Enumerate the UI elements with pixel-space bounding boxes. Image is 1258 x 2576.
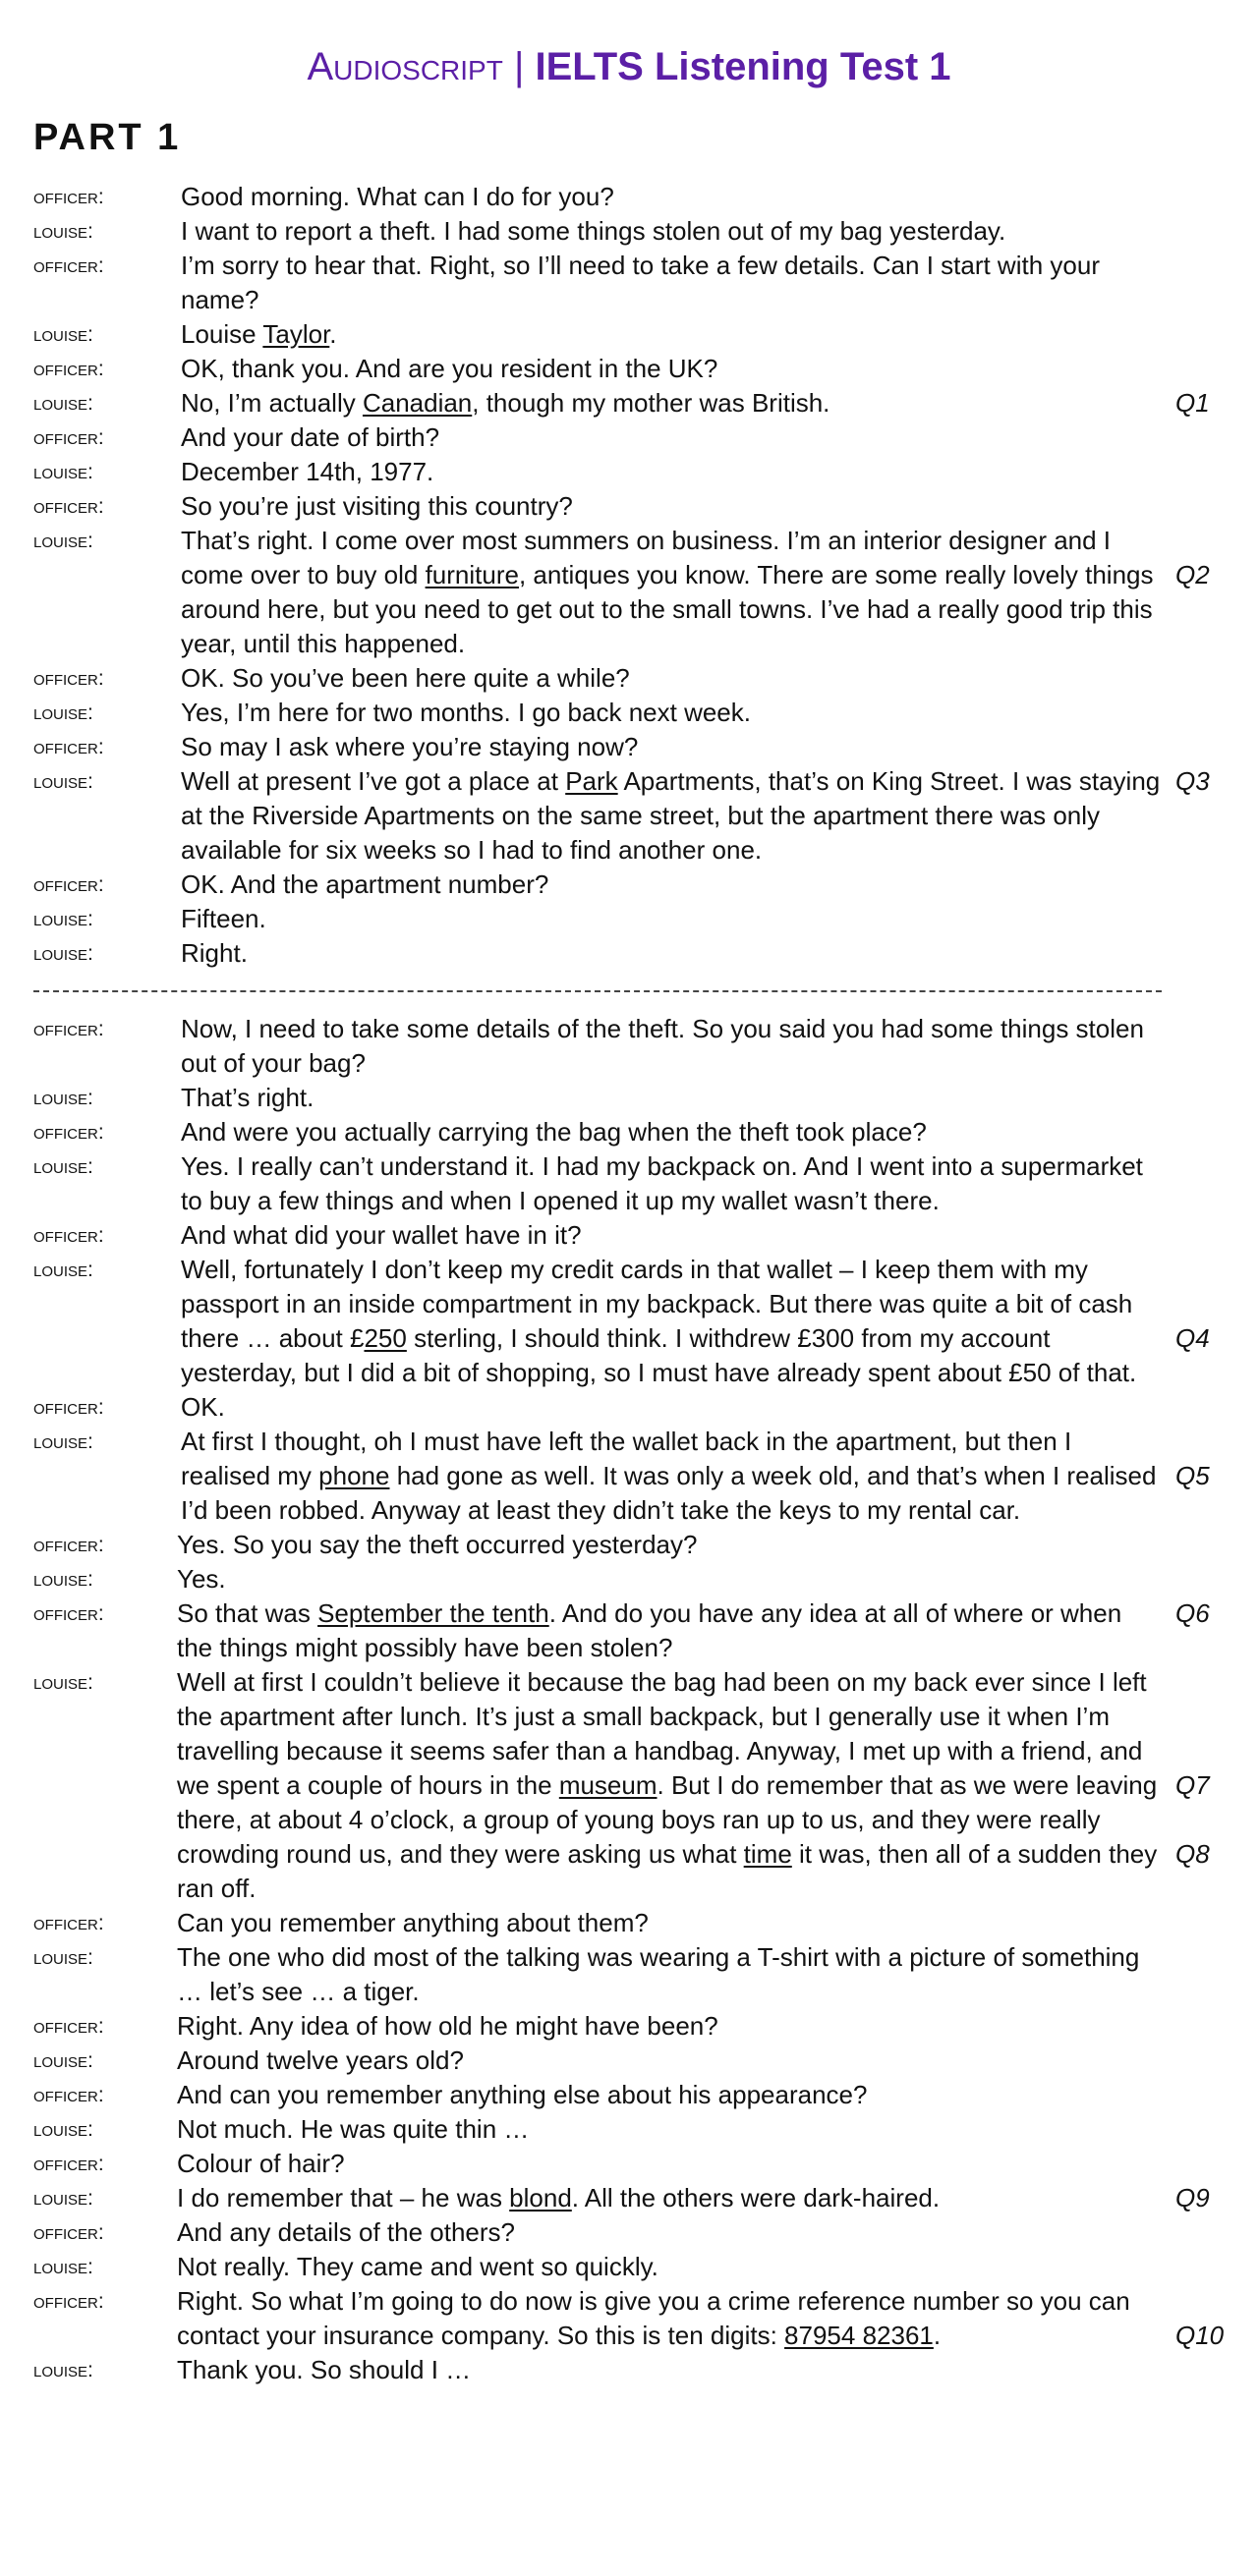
dialogue-text	[177, 2181, 1160, 2215]
text-segment: . And do you have any idea at all of where or when the things might possibly have been stolen?	[177, 1598, 1122, 1662]
dialogue-text	[181, 386, 1164, 420]
answer-keyword: 250	[364, 1323, 407, 1353]
dialogue-text	[181, 1081, 1164, 1115]
text-segment: it was, then all of a sudden they ran off.	[177, 1839, 1158, 1903]
speaker-label: louise:	[33, 2118, 93, 2141]
question-marker: Q1	[1175, 388, 1210, 418]
dialogue-text	[177, 1940, 1160, 2009]
dialogue-line	[0, 2078, 1258, 2112]
dialogue-line	[0, 2181, 1258, 2215]
question-marker: Q3	[1175, 766, 1210, 796]
dialogue-line	[0, 2147, 1258, 2181]
speaker-label: louise:	[33, 1946, 93, 1969]
dialogue-text	[181, 1425, 1164, 1528]
text-segment: No, I’m actually	[181, 388, 363, 418]
answer-keyword: phone	[318, 1461, 390, 1490]
dialogue-line	[0, 249, 1258, 317]
question-marker: Q10	[1175, 2321, 1225, 2350]
text-segment: . All the others were dark-haired.	[571, 2183, 941, 2212]
text-segment: Fifteen.	[181, 904, 266, 933]
speaker-label: louise:	[33, 2359, 93, 2381]
dialogue-line	[0, 420, 1258, 455]
text-segment: That’s right. I come over most summers on business. I’m an interior designer and I come over to buy old	[181, 526, 1112, 589]
text-segment: Well at present I’ve got a place at	[181, 766, 566, 796]
text-segment: I want to report a theft. I had some things stolen out of my bag yesterday.	[181, 216, 1006, 246]
text-segment: Apartments, that’s on King Street. I was staying at the Riverside Apartments on the same street, but the apartment there was only available for six weeks so I had to find another one.	[181, 766, 1161, 865]
text-segment: That’s right.	[181, 1083, 314, 1112]
dialogue-text	[181, 352, 1164, 386]
text-segment: I do remember that – he was	[177, 2183, 510, 2212]
dialogue-line	[0, 317, 1258, 352]
speaker-label: louise:	[33, 530, 93, 552]
text-segment: Not really. They came and went so quickly.	[177, 2252, 658, 2281]
dialogue-text	[181, 1218, 1164, 1253]
speaker-label: louise:	[33, 908, 93, 930]
answer-keyword: 87954 82361	[784, 2321, 934, 2350]
dialogue-line	[0, 2112, 1258, 2147]
dialogue-text	[177, 2009, 1160, 2044]
text-segment: . But I do remember that as we were leaving there, at about 4 o’clock, a group of young boys ran up to us, and they were really crowding round us, and they were asking us what	[177, 1770, 1158, 1869]
dialogue-text	[181, 524, 1164, 661]
dialogue-line	[0, 214, 1258, 249]
question-marker: Q8	[1175, 1839, 1210, 1869]
text-segment: Right.	[181, 938, 248, 968]
dialogue-text	[181, 661, 1164, 696]
dialogue-line	[0, 730, 1258, 764]
question-marker: Q7	[1175, 1770, 1210, 1800]
speaker-label: officer:	[33, 254, 104, 277]
speaker-label: officer:	[33, 1396, 104, 1419]
text-segment: OK. And the apartment number?	[181, 869, 549, 899]
dialogue-text	[181, 420, 1164, 455]
speaker-label: officer:	[33, 1224, 104, 1247]
dialogue-text	[181, 249, 1164, 317]
dialogue-text	[177, 2284, 1160, 2353]
dialogue-line	[0, 902, 1258, 936]
text-segment: And were you actually carrying the bag when the theft took place?	[181, 1117, 927, 1147]
text-segment: December 14th, 1977.	[181, 457, 434, 486]
dialogue-line	[0, 1012, 1258, 1081]
title-main: IELTS Listening Test 1	[535, 45, 951, 88]
speaker-label: louise:	[33, 2187, 93, 2210]
speaker-label: louise:	[33, 392, 93, 415]
text-segment: Yes. I really can’t understand it. I had my backpack on. And I went into a supermarket to buy a few things and when I opened it up my wallet wasn’t there.	[181, 1151, 1143, 1215]
speaker-label: louise:	[33, 701, 93, 724]
speaker-label: officer:	[33, 2290, 104, 2313]
speaker-label: louise:	[33, 1568, 93, 1591]
dialogue-line	[0, 1528, 1258, 1562]
speaker-label: louise:	[33, 2049, 93, 2072]
text-segment: Now, I need to take some details of the theft. So you said you had some things stolen out of your bag?	[181, 1014, 1144, 1078]
dialogue-text	[177, 2215, 1160, 2250]
dialogue-line	[0, 1596, 1258, 1665]
dialogue-line	[0, 1425, 1258, 1528]
speaker-label: officer:	[33, 358, 104, 380]
text-segment: Yes.	[177, 1564, 226, 1594]
answer-keyword: museum	[558, 1770, 658, 1800]
text-segment: Right. So what I’m going to do now is give you a crime reference number so you can contact your insurance company. So this is ten digits:	[177, 2286, 1130, 2350]
text-segment: The one who did most of the talking was wearing a T-shirt with a picture of something … let’s see … a tiger.	[177, 1942, 1140, 2006]
dialogue-line	[0, 1665, 1258, 1906]
speaker-label: louise:	[33, 1430, 93, 1453]
text-segment: Right. Any idea of how old he might have been?	[177, 2011, 718, 2041]
dialogue-line	[0, 1115, 1258, 1149]
text-segment: And any details of the others?	[177, 2217, 516, 2247]
dialogue-line	[0, 2009, 1258, 2044]
answer-keyword: Taylor	[262, 319, 330, 349]
dialogue-line	[0, 1940, 1258, 2009]
dialogue-line	[0, 2215, 1258, 2250]
dialogue-text	[177, 1528, 1160, 1562]
title-prefix: Audioscript	[307, 45, 503, 88]
speaker-label: louise:	[33, 770, 93, 793]
text-segment: Well at first I couldn’t believe it because the bag had been on my back ever since I left the apartment after lunch. It’s just a small backpack, but I generally use it when I’m travelling because it seems safer than a handbag. Anyway, I met up with a friend, and we spent a couple of hours in the	[177, 1667, 1147, 1800]
speaker-label: louise:	[33, 1087, 93, 1109]
speaker-label: officer:	[33, 2153, 104, 2175]
dialogue-text	[177, 2250, 1160, 2284]
text-segment: Around twelve years old?	[177, 2045, 464, 2075]
dialogue-line	[0, 489, 1258, 524]
text-segment: Well, fortunately I don’t keep my credit cards in that wallet – I keep them with my passport in an inside compartment in my backpack. But there was quite a bit of cash there … about £	[181, 1255, 1133, 1353]
dialogue-text	[177, 1562, 1160, 1596]
speaker-label: officer:	[33, 873, 104, 896]
text-segment: Can you remember anything about them?	[177, 1908, 649, 1937]
dialogue-text	[181, 936, 1164, 971]
dialogue-line	[0, 2353, 1258, 2387]
dialogue-text	[181, 455, 1164, 489]
text-segment: OK, thank you. And are you resident in the UK?	[181, 354, 718, 383]
dialogue-text	[181, 764, 1164, 868]
text-segment: Yes, I’m here for two months. I go back next week.	[181, 698, 751, 727]
dialogue-line	[0, 180, 1258, 214]
text-segment: Not much. He was quite thin …	[177, 2114, 530, 2144]
answer-keyword: Canadian	[362, 388, 473, 418]
dialogue-line	[0, 936, 1258, 971]
speaker-label: officer:	[33, 1534, 104, 1556]
dialogue-text	[181, 1115, 1164, 1149]
dialogue-text	[181, 730, 1164, 764]
dialogue-line	[0, 2284, 1258, 2353]
text-segment: And can you remember anything else about his appearance?	[177, 2080, 868, 2109]
dialogue-line	[0, 1218, 1258, 1253]
answer-keyword: September the tenth	[317, 1598, 549, 1628]
dialogue-text	[177, 2078, 1160, 2112]
speaker-label: officer:	[33, 667, 104, 690]
question-marker: Q2	[1175, 560, 1210, 589]
text-segment: At first I thought, oh I must have left the wallet back in the apartment, but then I realised my	[181, 1427, 1072, 1490]
dialogue-text	[177, 2147, 1160, 2181]
dialogue-line	[0, 696, 1258, 730]
answer-keyword: Park	[565, 766, 618, 796]
text-segment: So you’re just visiting this country?	[181, 491, 573, 521]
answer-keyword: time	[743, 1839, 792, 1869]
speaker-label: officer:	[33, 736, 104, 758]
speaker-label: louise:	[33, 323, 93, 346]
text-segment: Louise	[181, 319, 263, 349]
dialogue-text	[177, 1596, 1160, 1665]
title-separator: |	[513, 45, 525, 88]
dialogue-text	[177, 1906, 1160, 1940]
speaker-label: louise:	[33, 2256, 93, 2278]
speaker-label: louise:	[33, 220, 93, 243]
text-segment: Thank you. So should I …	[177, 2355, 472, 2384]
dialogue-line	[0, 1081, 1258, 1115]
text-segment: I’m sorry to hear that. Right, so I’ll need to take a few details. Can I start with your name?	[181, 251, 1100, 314]
speaker-label: officer:	[33, 186, 104, 208]
text-segment: sterling, I should think. I withdrew £300 from my account yesterday, but I did a bit of shopping, so I must have already spent about £50 of that.	[181, 1323, 1137, 1387]
text-segment: And what did your wallet have in it?	[181, 1220, 582, 1250]
text-segment: OK. So you’ve been here quite a while?	[181, 663, 630, 693]
text-segment: Good morning. What can I do for you?	[181, 182, 614, 211]
dialogue-text	[177, 2112, 1160, 2147]
dialogue-line	[0, 352, 1258, 386]
page-title	[0, 39, 1258, 94]
speaker-label: louise:	[33, 1259, 93, 1281]
speaker-label: officer:	[33, 1602, 104, 1625]
dialogue-line	[0, 764, 1258, 868]
dialogue-text	[181, 696, 1164, 730]
dialogue-text	[181, 214, 1164, 249]
speaker-label: officer:	[33, 2221, 104, 2244]
dialogue-line	[0, 455, 1258, 489]
speaker-label: louise:	[33, 942, 93, 965]
dialogue-line	[0, 1906, 1258, 1940]
dialogue-line	[0, 1562, 1258, 1596]
text-segment: So that was	[177, 1598, 318, 1628]
question-marker: Q5	[1175, 1461, 1210, 1490]
text-segment: had gone as well. It was only a week old, and that’s when I realised I’d been robbed. Anyway at least they didn’t take the keys to my rental car.	[181, 1461, 1157, 1525]
dialogue-line	[0, 1149, 1258, 1218]
dialogue-text	[181, 1253, 1164, 1390]
answer-keyword: blond	[509, 2183, 572, 2212]
dialogue-text	[181, 180, 1164, 214]
dialogue-text	[177, 2044, 1160, 2078]
dialogue-text	[177, 2353, 1160, 2387]
dialogue-text	[181, 1149, 1164, 1218]
text-segment: Colour of hair?	[177, 2149, 345, 2178]
speaker-label: officer:	[33, 1121, 104, 1144]
speaker-label: officer:	[33, 426, 104, 449]
speaker-label: louise:	[33, 1155, 93, 1178]
text-segment: , though my mother was British.	[472, 388, 830, 418]
dialogue-text	[181, 1012, 1164, 1081]
text-segment: .	[329, 319, 337, 349]
section-divider	[33, 990, 1162, 992]
answer-keyword: furniture	[425, 560, 519, 589]
dialogue-line	[0, 661, 1258, 696]
dialogue-text	[181, 1390, 1164, 1425]
dialogue-text	[181, 317, 1164, 352]
dialogue-line	[0, 868, 1258, 902]
dialogue-line	[0, 1253, 1258, 1390]
speaker-label: louise:	[33, 1671, 93, 1694]
dialogue-text	[181, 489, 1164, 524]
dialogue-line	[0, 524, 1258, 661]
text-segment: And your date of birth?	[181, 422, 440, 452]
speaker-label: officer:	[33, 1912, 104, 1934]
dialogue-text	[177, 1665, 1160, 1906]
question-marker: Q4	[1175, 1323, 1210, 1353]
speaker-label: officer:	[33, 1018, 104, 1040]
text-segment: , antiques you know. There are some really lovely things around here, but you need to get out to the small towns. I’ve had a really good trip this year, until this happened.	[181, 560, 1154, 658]
text-segment: So may I ask where you’re staying now?	[181, 732, 639, 761]
dialogue-line	[0, 386, 1258, 420]
transcript	[0, 180, 1258, 2387]
speaker-label: louise:	[33, 461, 93, 483]
speaker-label: officer:	[33, 2084, 104, 2106]
dialogue-line	[0, 2250, 1258, 2284]
speaker-label: officer:	[33, 2015, 104, 2038]
text-segment: .	[933, 2321, 942, 2350]
speaker-label: officer:	[33, 495, 104, 518]
text-segment: OK.	[181, 1392, 225, 1422]
dialogue-text	[181, 902, 1164, 936]
dialogue-line	[0, 1390, 1258, 1425]
dialogue-line	[0, 2044, 1258, 2078]
question-marker: Q6	[1175, 1598, 1210, 1628]
dialogue-text	[181, 868, 1164, 902]
question-marker: Q9	[1175, 2183, 1210, 2212]
text-segment: Yes. So you say the theft occurred yesterday?	[177, 1530, 698, 1559]
part-heading: PART 1	[33, 117, 182, 158]
